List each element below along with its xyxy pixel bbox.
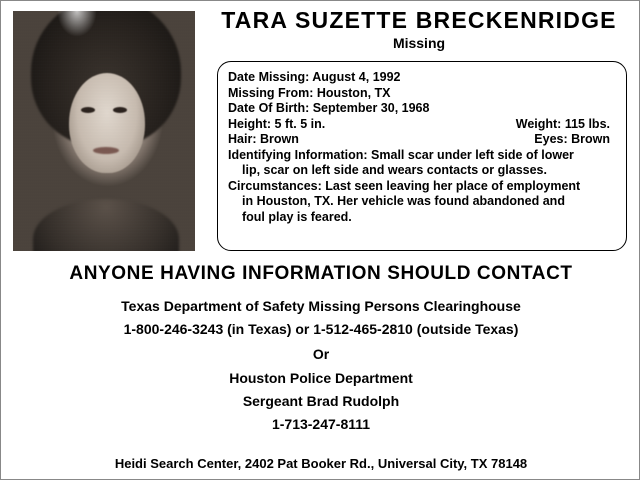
detail-height: Height: 5 ft. 5 in. [228,116,326,131]
contact-block [1,295,640,436]
page-title: TARA SUZETTE BRECKENRIDGE [221,7,617,33]
contact-heading: ANYONE HAVING INFORMATION SHOULD CONTACT [69,263,573,284]
detail-hair-eyes-row [228,132,616,148]
detail-eyes: Eyes: Brown [534,132,610,146]
details-panel [217,61,627,251]
contact-separator: Or [312,346,330,362]
contact-agency2-phone: 1-713-247-8111 [271,416,371,432]
detail-identifying-line2: lip, scar on left side and wears contacts or glasses. [242,163,547,177]
detail-circumstances-line2: in Houston, TX. Her vehicle was found abandoned and [242,194,565,208]
contact-agency1-name: Texas Department of Safety Missing Persons Clearinghouse [121,298,521,314]
status-badge: Missing [392,35,446,51]
missing-person-photo [13,11,195,251]
footer-organization: Heidi Search Center, 2402 Pat Booker Rd., Universal City, TX 78148 [114,456,528,471]
detail-identifying-information [228,148,616,179]
photo-grain-overlay [13,11,195,251]
detail-date-of-birth: Date Of Birth: September 30, 1968 [228,101,430,115]
contact-agency1-phone: 1-800-246-3243 (in Texas) or 1-512-465-2810 (outside Texas) [123,321,519,337]
detail-circumstances-line3: foul play is feared. [242,209,352,224]
detail-identifying-line1: Identifying Information: Small scar under left side of lower [228,147,574,162]
detail-circumstances-line1: Circumstances: Last seen leaving her place of employment [228,178,581,193]
detail-weight: Weight: 115 lbs. [515,116,610,131]
contact-agency2-officer: Sergeant Brad Rudolph [242,393,400,409]
detail-date-missing: Date Missing: August 4, 1992 [228,70,401,84]
detail-circumstances [228,179,616,226]
detail-hair: Hair: Brown [228,132,299,146]
photo-image [13,11,195,251]
detail-missing-from: Missing From: Houston, TX [228,85,391,100]
detail-height-weight-row [228,117,616,133]
contact-agency2-name: Houston Police Department [229,370,413,386]
